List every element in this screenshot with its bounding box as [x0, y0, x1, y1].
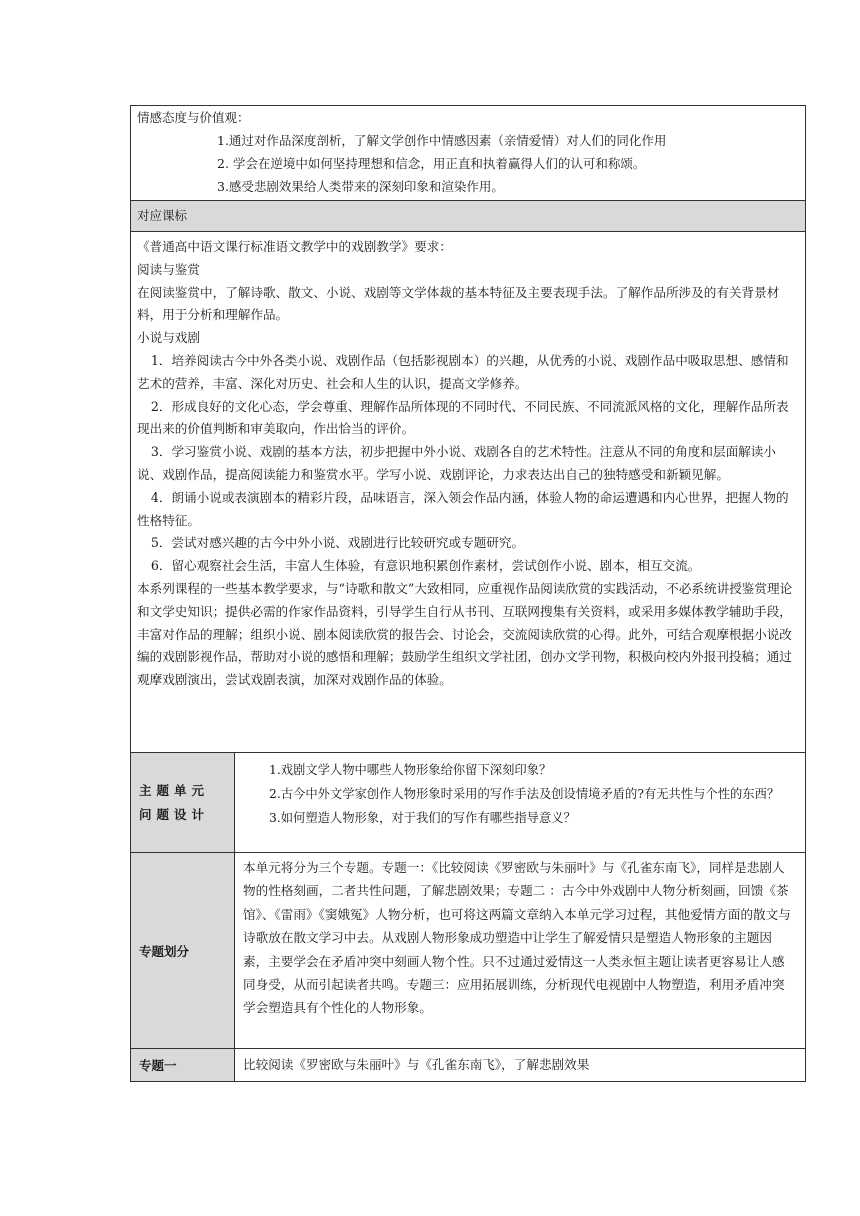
standard-item: 2．形成良好的文化心态，学会尊重、理解作品所体现的不同时代、不同民族、不同流派风格的文化，理解作品所表现出来的价值判断和审美取向，作出恰当的评价。 — [137, 398, 789, 437]
division-label: 专题划分 — [131, 853, 235, 1049]
emotion-item: 2. 学会在逆境中如何坚持理想和信念，用正直和执着赢得人们的认可和称颂。 — [217, 156, 646, 171]
questions-cell — [235, 753, 806, 853]
topic1-text: 比较阅读《罗密欧与朱丽叶》与《孔雀东南飞》，了解悲剧效果 — [235, 1049, 806, 1082]
standard-subheading: 小说与戏剧 — [137, 330, 200, 346]
standard-item: 6．留心观察社会生活，丰富人生体验，有意识地积累创作素材，尝试创作小说、剧本，相互交流。 — [150, 558, 701, 574]
topic1-row — [131, 1049, 806, 1082]
question-item: 3.如何塑造人物形象，对于我们的写作有哪些指导意义？ — [269, 811, 576, 825]
topic1-label: 专题一 — [131, 1049, 235, 1082]
emotion-item: 1.通过对作品深度剖析，了解文学创作中情感因素（亲情爱情）对人们的同化作用 — [217, 133, 667, 148]
questions-row — [131, 753, 806, 853]
standard-item: 1．培养阅读古今中外各类小说、戏剧作品（包括影视剧本）的兴趣，从优秀的小说、戏剧作品中吸取思想、感情和艺术的营养，丰富、深化对历史、社会和人生的认识，提高文学修养。 — [137, 352, 789, 391]
document-page — [130, 105, 805, 1082]
lesson-plan-table — [130, 105, 806, 1082]
division-row — [131, 853, 806, 1049]
questions-label: 主题单元问题设计 — [131, 753, 235, 853]
emotion-row — [131, 106, 806, 201]
emotion-item: 3.感受悲剧效果给人类带来的深刻印象和渲染作用。 — [217, 179, 504, 194]
question-item: 2.古今中外文学家创作人物形象时采用的写作手法及创设情境矛盾的?有无共性与个性的东西？ — [269, 787, 780, 801]
standard-paragraph: 在阅读鉴赏中，了解诗歌、散文、小说、戏剧等文学体裁的基本特征及主要表现手法。了解作品所涉及的有关背景材料，用于分析和理解作品。 — [137, 284, 780, 323]
standard-subheading: 阅读与鉴赏 — [137, 261, 200, 277]
standard-item: 4．朗诵小说或表演剧本的精彩片段，品味语言，深入领会作品内涵，体验人物的命运遭遇和内心世界，把握人物的性格特征。 — [137, 489, 789, 528]
question-item: 1.戏剧文学人物中哪些人物形象给你留下深刻印象？ — [269, 763, 552, 777]
standard-closing: 本系列课程的一些基本教学要求，与“诗歌和散文”大致相同，应重视作品阅读欣赏的实践活动，不必系统讲授鉴赏理论和文学史知识；提供必需的作家作品资料，引导学生自行从书刊、互联网搜集有关资料，或采用多媒体教学辅助手段，丰富对作品的理解；组织小说、剧本阅读欣赏的报告会、讨论会，交流阅读欣赏的心得。此外，可结合观摩根据小说改编的戏剧影视作品，帮助对小说的感悟和理解；鼓励学生组织文学社团，创办文学刊物，积极向校内外报刊投稿；通过观摩戏剧演出，尝试戏剧表演，加深对戏剧作品的体验。 — [137, 580, 793, 688]
standard-cell — [131, 232, 806, 753]
division-text: 本单元将分为三个专题。专题一：《比较阅读《罗密欧与朱丽叶》与《孔雀东南飞》，同样是悲剧人物的性格刻画，二者共性问题，了解悲剧效果；专题二 ：古今中外戏剧中人物分析刻画，回馈《茶馆》、《雷雨》《窦娥冤》人物分析，也可将这两篇文章纳入本单元学习过程，其他爱情方面的散文与诗歌放在散文学习中去。从戏剧人物形象成功塑造中让学生了解爱情只是塑造人物形象的主题因素，主要学会在矛盾冲突中刻画人物个性。只不过通过爱情这一人类永恒主题让读者更容易让人感同身受，从而引起读者共鸣。专题三：应用拓展训练，分析现代电视剧中人物塑造，利用矛盾冲突学会塑造具有个性化的人物形象。 — [235, 853, 806, 1049]
emotion-heading: 情感态度与价值观： — [137, 110, 250, 125]
emotion-cell — [131, 106, 806, 201]
standard-intro: 《普通高中语文课行标准语文教学中的戏剧教学》要求： — [137, 239, 452, 254]
standard-item: 3．学习鉴赏小说、戏剧的基本方法，初步把握中外小说、戏剧各自的艺术特性。注意从不同的角度和层面解读小说、戏剧作品，提高阅读能力和鉴赏水平。学写小说、戏剧评论，力求表达出自己的独特感受和新颖见解。 — [137, 444, 776, 482]
standard-heading-row — [131, 201, 806, 232]
standard-row — [131, 232, 806, 753]
standard-heading: 对应课标 — [131, 201, 806, 232]
standard-item: 5．尝试对感兴趣的古今中外小说、戏剧进行比较研究或专题研究。 — [150, 535, 525, 551]
